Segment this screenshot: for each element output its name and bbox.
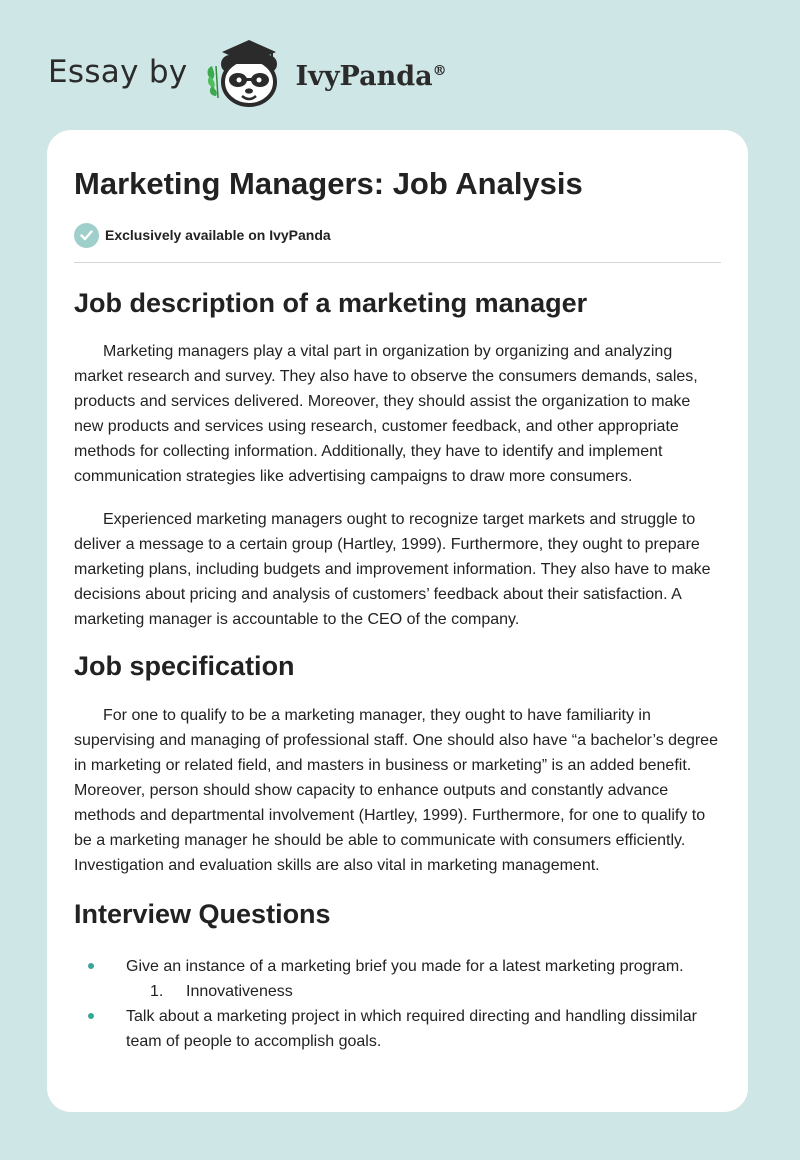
divider	[74, 262, 721, 263]
sub-list	[126, 979, 721, 1004]
section-heading-job-description: Job description of a marketing manager	[74, 288, 588, 318]
bullet-icon	[88, 1013, 94, 1019]
page-title: Marketing Managers: Job Analysis	[74, 166, 583, 201]
sub-list-text: Innovativeness	[186, 983, 293, 1000]
paragraph: For one to qualify to be a marketing manager, they ought to have familiarity in supervising and managing of professional staff. One should also have “a bachelor’s degree in marketing or related field, and masters in business or marketing” is an added benefit. Moreover, person should show capacity to enhance outputs and constantly advance methods and departmental involvement (Hartley, 1999). Furthermore, for one to qualify to be a marketing manager he should be able to communicate with consumers efficiently. Investigation and evaluation skills are also vital in marketing management.	[74, 707, 718, 874]
article-card	[47, 130, 748, 1112]
question-text: Talk about a marketing project in which required directing and handling dissimilar team of people to accomplish goals.	[126, 1008, 697, 1050]
brand-prefix: Essay by	[48, 54, 188, 90]
list-item	[74, 1004, 721, 1054]
questions-list	[74, 954, 721, 1054]
exclusive-badge	[74, 222, 721, 248]
question-text: Give an instance of a marketing brief you made for a latest marketing program.	[126, 958, 684, 975]
list-item	[74, 954, 721, 1004]
paragraph: Marketing managers play a vital part in organization by organizing and analyzing market research and survey. They also have to observe the consumers demands, sales, products and services delivered. Moreover, they should assist the organization to make new products and services using research, customer feedback, and other appropriate methods for collecting information. Additionally, they have to identify and implement communication strategies like advertising campaigns to draw more consumers.	[74, 343, 698, 485]
section-heading-job-specification: Job specification	[74, 651, 295, 681]
exclusive-label: Exclusively available on IvyPanda	[105, 227, 331, 243]
registered-mark: ®	[432, 62, 447, 79]
panda-logo-icon	[202, 36, 294, 108]
brand-header	[48, 36, 447, 108]
bullet-icon	[88, 963, 94, 969]
checkmark-icon	[74, 223, 99, 248]
section-heading-interview-questions: Interview Questions	[74, 899, 331, 929]
paragraph: Experienced marketing managers ought to recognize target markets and struggle to deliver a message to a certain group (Hartley, 1999). Furthermore, they ought to prepare marketing plans, including budgets and improvement information. They also have to make decisions about pricing and analysis of customers’ feedback about their satisfaction. A marketing manager is accountable to the CEO of the company.	[74, 511, 711, 628]
sub-list-item	[150, 979, 721, 1004]
sub-list-number: 1.	[150, 983, 164, 1000]
brand-name[interactable]: IvyPanda®	[295, 60, 447, 92]
